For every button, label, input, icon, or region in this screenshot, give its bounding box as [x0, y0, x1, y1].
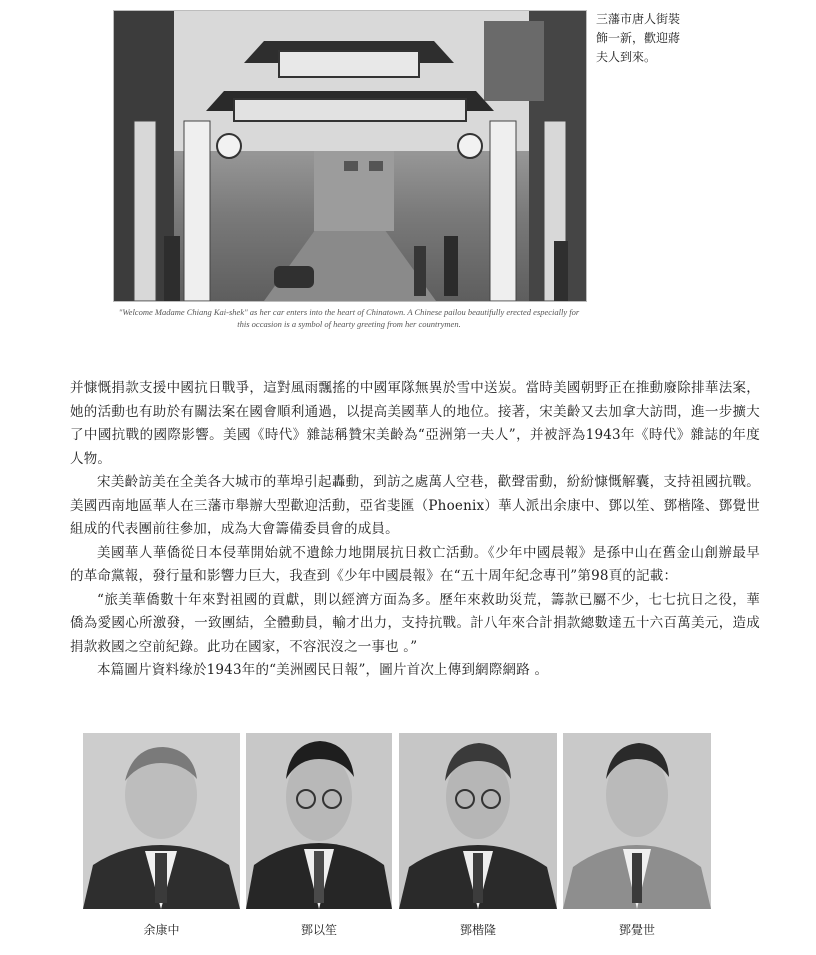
article-paragraph: 并慷慨捐款支援中國抗日戰爭，這對風雨飄搖的中國軍隊無異於雪中送炭。當時美國朝野正在推動廢除排華法案，她的活動也有助於有關法案在國會順利通過，以提高美國華人的地位。接著，宋美齡又去加拿大訪問，進一步擴大了中國抗戰的國際影響。美國《時代》雜誌稱贊宋美齡為“亞洲第一夫人”，并被評為1943年《時代》雜誌的年度人物。	[70, 380, 760, 467]
chinatown-pailou-photo	[113, 10, 587, 302]
portrait-name: 余康中	[143, 923, 180, 937]
person-portrait-icon	[246, 733, 392, 909]
portrait-name: 鄧覺世	[618, 923, 655, 937]
portrait-photo	[246, 733, 392, 909]
article-paragraph: 宋美齡訪美在全美各大城市的華埠引起轟動，到訪之處萬人空巷，歡聲雷動，紛紛慷慨解囊，支持祖國抗戰。美國西南地區華人在三藩市舉辦大型歡迎活動，亞省斐匯（Phoenix）華人派出余康中、鄧以笙、鄧楷隆、鄧覺世組成的代表團前往參加，成為大會籌備委員會的成員。	[70, 474, 760, 537]
portrait-photo	[399, 733, 557, 909]
article-body	[70, 377, 760, 683]
portrait-name: 鄧楷隆	[459, 923, 496, 937]
pailou-illustration	[114, 11, 586, 301]
portrait-row	[0, 733, 816, 943]
person-portrait-icon	[83, 733, 240, 909]
article-paragraph: 美國華人華僑從日本侵華開始就不遺餘力地開展抗日救亡活動。《少年中國晨報》是孫中山在舊金山創辦最早的革命黨報，發行量和影響力巨大，我查到《少年中國晨報》在“五十周年紀念專刊”第98頁的記載：	[70, 544, 760, 584]
person-portrait-icon	[399, 733, 557, 909]
portrait-photo	[563, 733, 711, 909]
article-quote: “旅美華僑數十年來對祖國的貢獻，則以經濟方面為多。歷年來救助災荒，籌款已屬不少，七七抗日之役，華僑為愛國心所激發，一致團結，全體動員，輸才出力，支持抗戰。計八年來合計捐款總數達五十六百萬美元，造成捐款救國之空前紀錄。此功在國家，不容泯沒之一事也 。”	[70, 591, 760, 655]
photo-english-caption: "Welcome Madame Chiang Kai-shek" as her car enters into the heart of Chinatown. A Chinese pailou beautifully erected especially for this occasion is a symbol of hearty greeting from her countrymen.	[118, 307, 580, 329]
portrait-name: 鄧以笙	[300, 923, 337, 937]
photo-side-caption: 三藩市唐人街裝 飾一新，歡迎蔣 夫人到來。	[596, 12, 681, 64]
person-portrait-icon	[563, 733, 711, 909]
portrait-photo	[83, 733, 240, 909]
article-paragraph: 本篇圖片資料缘於1943年的“美洲國民日報”，圖片首次上傳到網際網路 。	[97, 662, 549, 678]
